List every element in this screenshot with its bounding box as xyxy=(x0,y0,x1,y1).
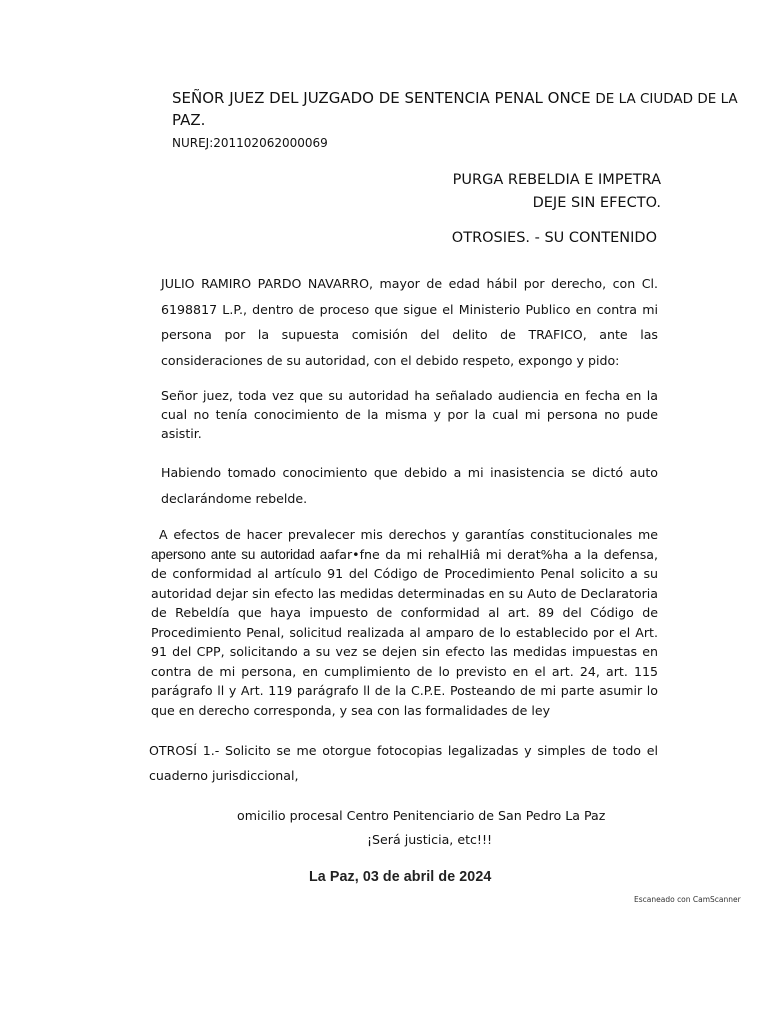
paragraph-line: 91 del CPP, solicitando a su vez se dejen sin efecto las medidas impuestas en xyxy=(151,644,658,659)
paragraph-line: consideraciones de su autoridad, con el debido respeto, expongo y pido: xyxy=(161,352,620,368)
paragraph-line: que en derecho corresponda, y sea con las formalidades de ley xyxy=(151,702,551,718)
paragraph-line: de conformidad al artículo 91 del Código de Procedimiento Penal solicito a su xyxy=(151,566,658,581)
paragraph-hearing xyxy=(161,386,658,443)
date-line: La Paz, 03 de abril de 2024 xyxy=(309,868,492,885)
paragraph-line: cual no tenía conocimiento de la misma y por la cual mi persona no pude xyxy=(161,407,658,422)
addressee xyxy=(172,88,742,131)
paragraph-line: JULIO RAMIRO PARDO NAVARRO, mayor de edad hábil por derecho, con Cl. xyxy=(161,276,658,291)
paragraph-line-mixed xyxy=(151,545,658,565)
paragraph-line: parágrafo ll y Art. 119 parágrafo ll de la C.P.E. Posteando de mi parte asumir lo xyxy=(151,683,658,698)
paragraph-line: OTROSÍ 1.- Solicito se me otorgue fotocopias legalizadas y simples de todo el xyxy=(149,743,658,758)
document-title-line1: PURGA REBELDIA E IMPETRA xyxy=(452,172,661,188)
document-title-line3: OTROSIES. - SU CONTENIDO xyxy=(451,230,657,246)
paragraph-line: autoridad dejar sin efecto las medidas determinadas en su Auto de Declaratoria xyxy=(151,585,658,601)
paragraph-line: Habiendo tomado conocimiento que debido a mi inasistencia se dictó auto xyxy=(161,465,658,480)
closing-formula: ¡Será justicia, etc!!! xyxy=(367,832,493,847)
paragraph-otrosi xyxy=(149,738,658,788)
paragraph-line: contra de mi persona, en cumplimiento de lo previsto en el art. 24, art. 115 xyxy=(151,663,658,679)
procedural-address: omicilio procesal Centro Penitenciario de San Pedro La Paz xyxy=(237,808,606,823)
paragraph-line: persona por la supuesta comisión del delito de TRAFICO, ante las xyxy=(161,327,658,342)
paragraph-line: de Rebeldía que haya impuesto de conformidad al art. 89 del Código de xyxy=(151,605,658,620)
scanned-text-fragment: apersono ante su autoridad a xyxy=(151,546,328,562)
paragraph-line: Señor juez, toda vez que su autoridad ha señalado audiencia en fecha en la xyxy=(161,388,658,403)
case-number: NUREJ:201102062000069 xyxy=(172,136,328,150)
paragraph-request xyxy=(151,525,658,720)
paragraph-identification xyxy=(161,271,658,373)
addressee-line1: SEÑOR JUEZ DEL JUZGADO DE SENTENCIA PENAL ONCE xyxy=(172,89,596,107)
paragraph-rebellion xyxy=(161,460,658,512)
paragraph-line-rest: afar•fne da mi rehalHiâ mi derat%ha a la defensa, xyxy=(327,546,658,562)
paragraph-line: A efectos de hacer prevalecer mis derechos y garantías constitucionales me xyxy=(159,527,658,542)
paragraph-line: Procedimiento Penal, solicitud realizada al amparo de lo establecido por el Art. xyxy=(151,624,658,640)
paragraph-line: declarándome rebelde. xyxy=(161,491,308,506)
scanner-watermark: Escaneado con CamScanner xyxy=(634,895,741,904)
document-title-line2: DEJE SIN EFECTO. xyxy=(532,195,661,211)
addressee-line1-small: DE LA CIUDAD DE LA xyxy=(595,91,738,107)
paragraph-line: cuaderno jurisdiccional, xyxy=(149,768,299,783)
paragraph-line: 6198817 L.P., dentro de proceso que sigue el Ministerio Publico en contra mi xyxy=(161,301,658,317)
paragraph-line: asistir. xyxy=(161,426,202,441)
addressee-line2: PAZ. xyxy=(172,111,206,129)
